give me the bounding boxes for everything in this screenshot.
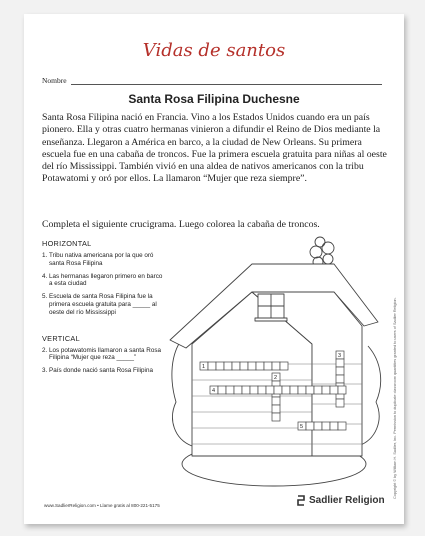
crossword-cell[interactable] [224,362,232,370]
clue-vertical-2 [42,347,164,363]
crossword-cell[interactable] [338,386,346,394]
clue-horizontal-1 [42,252,164,268]
clue-text: Los potawatomis llamaron a santa Rosa Filipina “Mujer que reza _____” [49,346,162,362]
crossword-cell[interactable] [264,362,272,370]
crossword-cell[interactable] [306,422,314,430]
crossword-cell[interactable] [274,386,282,394]
crossword-cell[interactable] [336,375,344,383]
crossword-cell[interactable] [322,422,330,430]
crossword-cell[interactable] [258,386,266,394]
worksheet-page [24,14,404,524]
clue-number: 5. [42,293,48,301]
crossword-cell[interactable] [248,362,256,370]
crossword-cell[interactable] [242,386,250,394]
crossword-cell[interactable] [250,386,258,394]
number-2: 2 [274,375,278,381]
crossword-cell[interactable] [272,397,280,405]
biography-paragraph: Santa Rosa Filipina nació en Francia. Vino a los Estados Unidos cuando era un país pionero. Ella y otras cuatro hermanas vinieron a difundir el Reino de Dios mediante la enseñanza. Llegaron a América en barco, a la ciudad de New Orleans. Su primera escuela fue en una cabaña de troncos. Fue la primera escuela gratuita para niñas al oeste del río Mississippi. También vivió en una aldea de nativos americanos con la tribu Potawatomi y oró por ellos. La llamaron “Mujer que reza siempre”. [42,112,387,185]
vertical-heading: VERTICAL [42,333,80,343]
crossword-cell[interactable] [218,386,226,394]
clue-text: Las hermanas llegaron primero en barco a esta ciudad [49,272,163,288]
crossword-cell[interactable] [234,386,242,394]
clue-text: Tribu nativa americana por la que oró santa Rosa Filipina [49,252,154,267]
clue-number: 2. [42,346,48,354]
logo-text: Sadlier Religion [309,495,385,506]
crossword-cell[interactable] [232,362,240,370]
crossword-cell[interactable] [226,386,234,394]
name-row [42,76,382,85]
crossword-cell[interactable] [208,362,216,370]
log-cabin-illustration [162,234,394,494]
crossword-cell[interactable] [298,386,306,394]
crossword-cell[interactable] [240,362,248,370]
crossword-cell[interactable] [336,359,344,367]
clue-horizontal-5 [42,293,164,316]
clue-list [42,239,164,380]
crossword-cell[interactable] [336,367,344,375]
publisher-logo [296,494,385,507]
smoke [315,237,325,247]
crossword-cell[interactable] [266,386,274,394]
instructions: Completa el siguiente crucigrama. Luego colorea la cabaña de troncos. [42,219,320,230]
series-title: Vidas de santos [142,40,286,61]
crossword-cell[interactable] [306,386,314,394]
clue-number: 4. [42,272,48,280]
footer-contact: www.SadlierReligion.com • Llame gratis al 800-221-5175 [44,503,160,508]
crossword-cell[interactable] [216,362,224,370]
clue-number: 3. [42,367,48,375]
number-5: 5 [300,424,304,430]
sadlier-logo-icon [296,494,306,507]
number-4: 4 [212,388,216,394]
crossword-cell[interactable] [282,386,290,394]
number-3: 3 [338,353,342,359]
crossword-cell[interactable] [272,362,280,370]
crossword-cell[interactable] [330,422,338,430]
name-line[interactable] [71,77,382,85]
crossword-cell[interactable] [314,422,322,430]
clue-number: 1. [42,252,48,259]
horizontal-heading: HORIZONTAL [42,239,92,248]
page-title: Santa Rosa Filipina Duchesne [128,92,300,106]
crossword-cell[interactable] [256,362,264,370]
crossword-cell[interactable] [330,386,338,394]
crossword-cell[interactable] [280,362,288,370]
name-label: Nombre [42,76,67,85]
crossword-cell[interactable] [272,413,280,421]
clue-horizontal-4 [42,273,164,289]
crossword-cell[interactable] [272,405,280,413]
number-1: 1 [202,364,206,370]
clue-vertical-3 [42,367,164,375]
clue-text: País donde nació santa Rosa Filipina [49,367,153,375]
crossword-cell[interactable] [336,399,344,407]
clue-text: Escuela de santa Rosa Filipina fue la primera escuela gratuita para _____ al oeste del río Mississippi [49,293,157,316]
copyright-note: Copyright © by William H. Sadlier, Inc. Permission to duplicate classroom quantities granted to users of Sadlier Religion. [393,297,397,499]
crossword-cell[interactable] [290,386,298,394]
crossword-cell[interactable] [338,422,346,430]
crossword-cell[interactable] [322,386,330,394]
crossword-cell[interactable] [314,386,322,394]
